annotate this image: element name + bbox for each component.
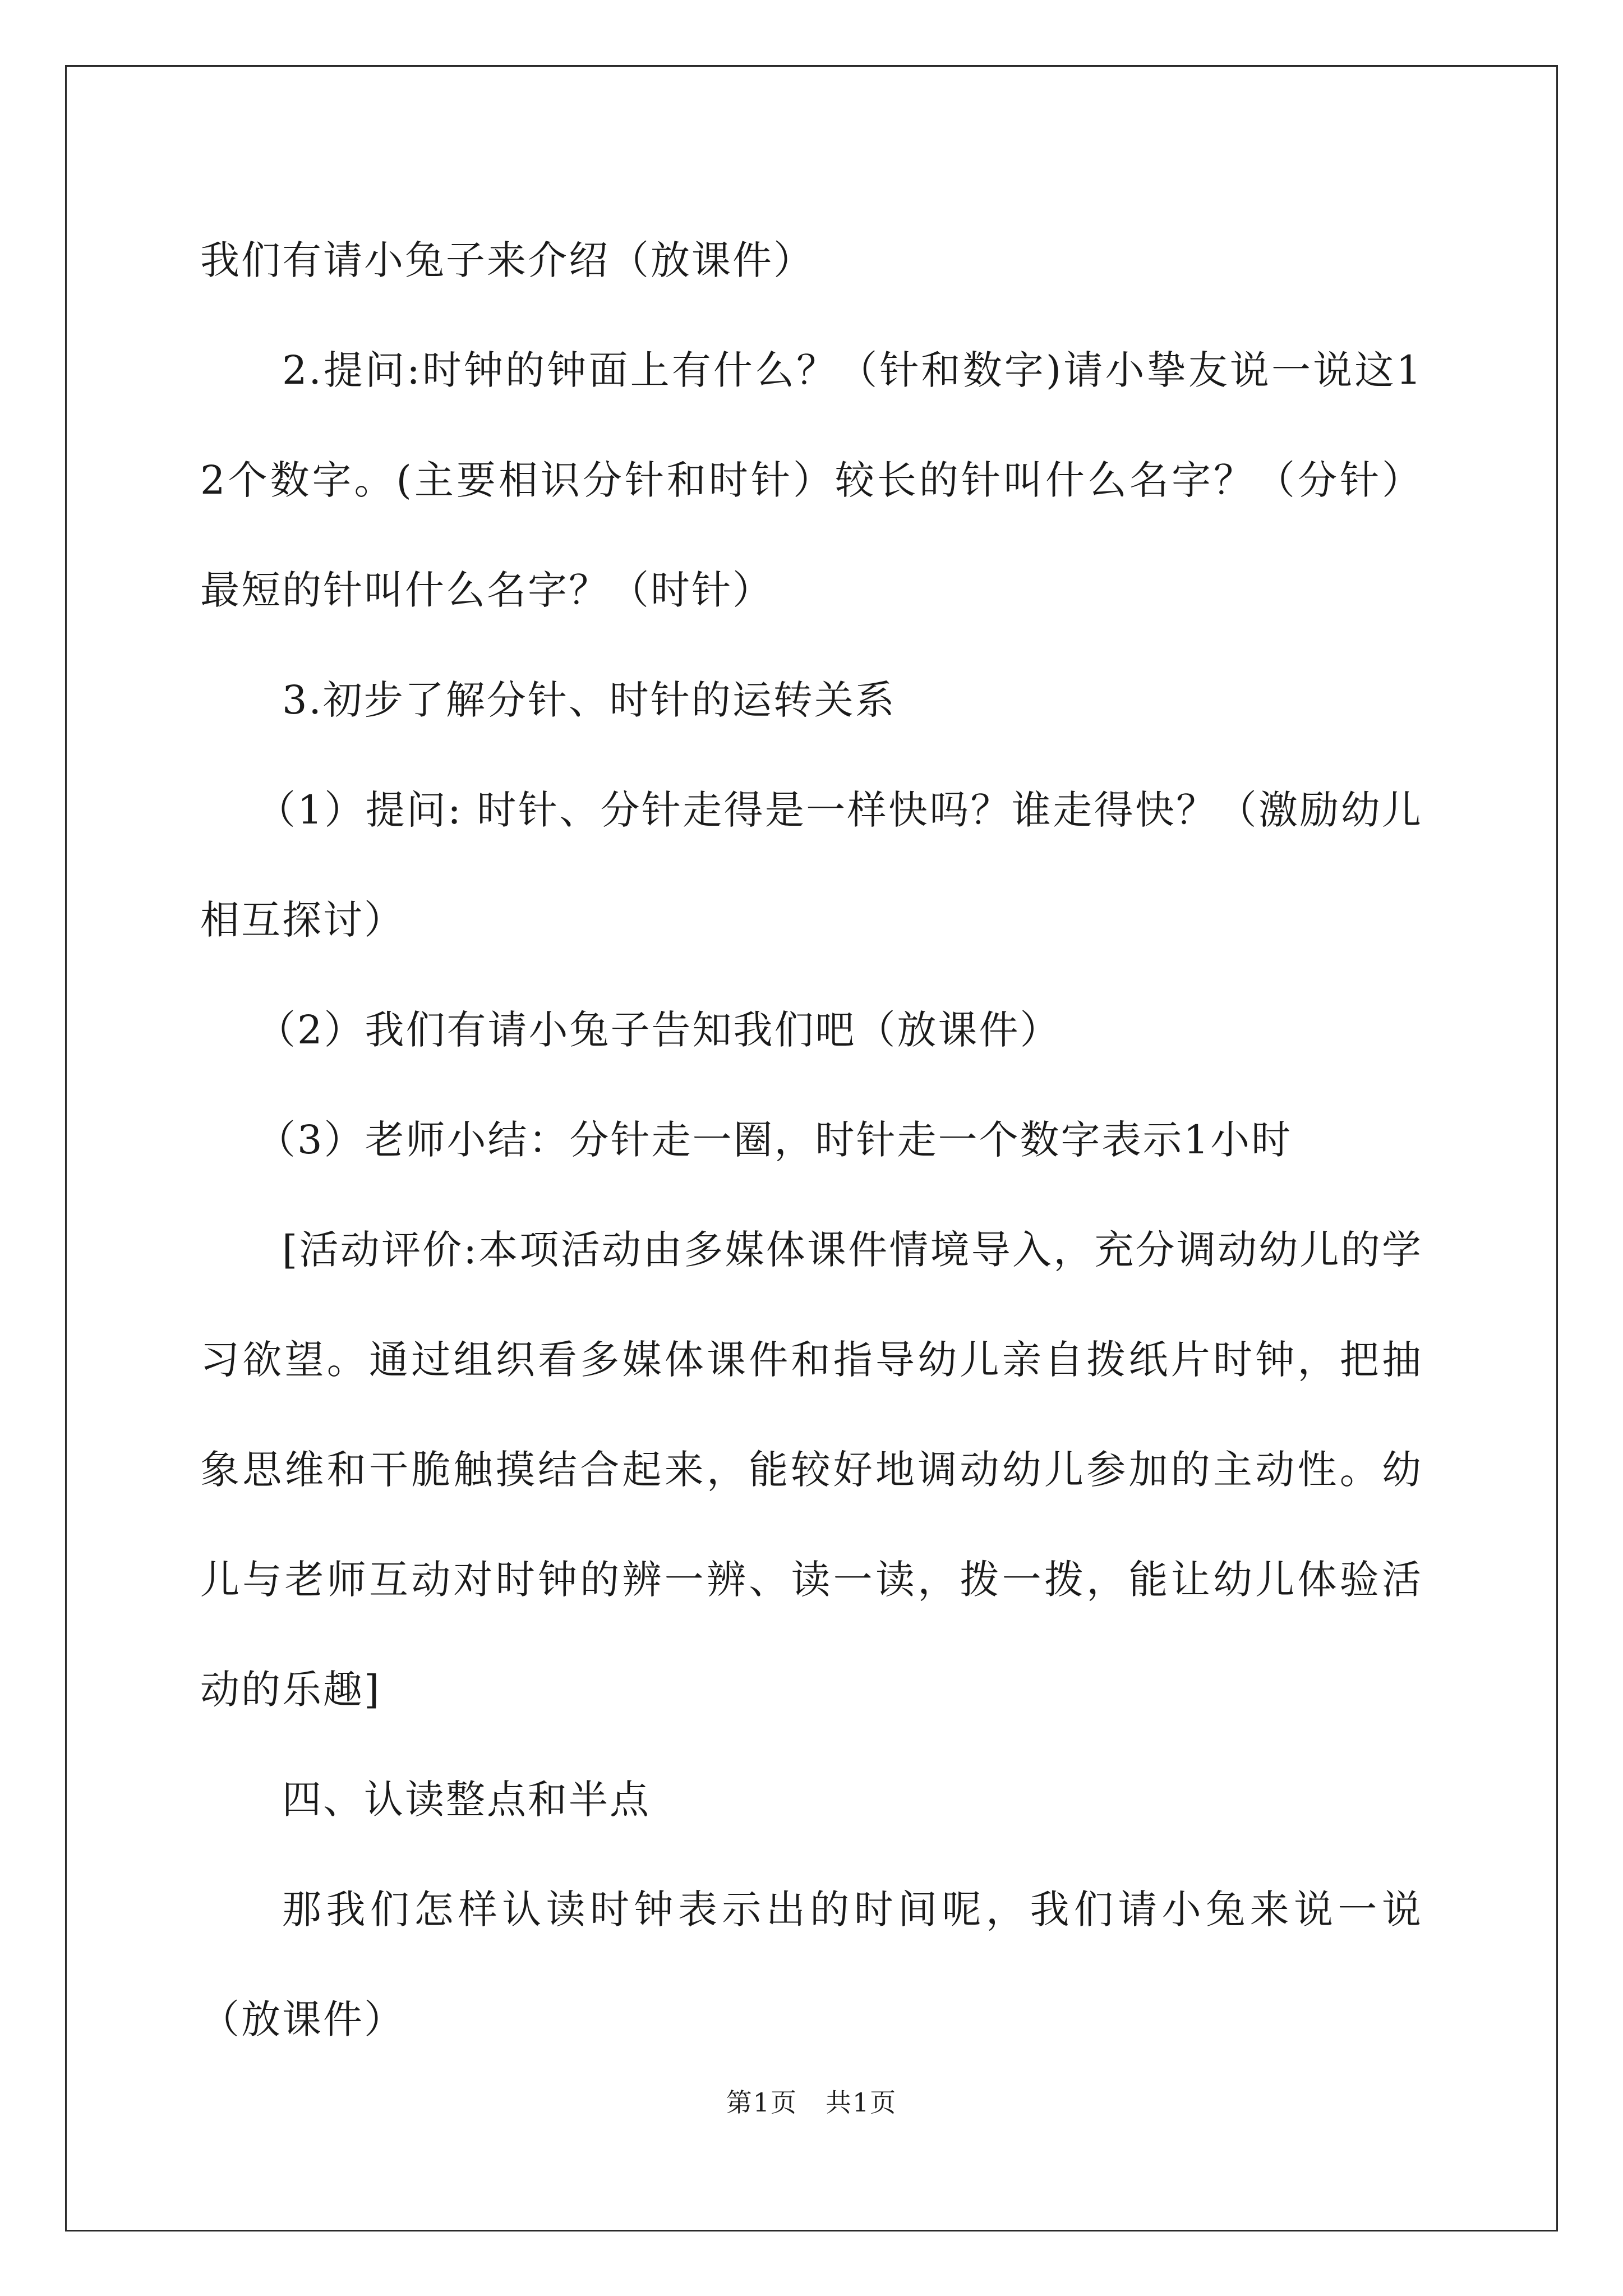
page-footer [0, 2082, 1623, 2119]
page-number: 第1页 [726, 2087, 797, 2118]
paragraph-step-2: （2）我们有请小兔子告知我们吧（放课件） [256, 1007, 1061, 1053]
section-heading-reading-time: 四、认读整点和半点 [282, 1777, 651, 1823]
page-total: 共1页 [826, 2087, 897, 2118]
paragraph-step-3: （3）老师小结：分针走一圈，时针走一个数字表示1小时 [256, 1117, 1293, 1163]
paragraph-reading-time: 那我们怎样认读时钟表示出的时间呢，我们请小兔来说一说（放课件） [200, 1887, 1423, 2042]
paragraph-question-clock-face: 2.提问:时钟的钟面上有什么？（针和数字)请小挚友说一说这12个数字。(主要相识分针和时针）较长的针叫什么名字？（分针）最短的针叫什么名字？（时针） [200, 347, 1423, 613]
document-body [200, 205, 1423, 2074]
paragraph-hand-relationship: 3.初步了解分针、时针的运转关系 [282, 677, 896, 723]
paragraph-intro: 我们有请小兔子来介绍（放课件） [200, 237, 814, 283]
paragraph-activity-evaluation: [活动评价:本项活动由多媒体课件情境导入，充分调动幼儿的学习欲望。通过组织看多媒体课件和指导幼儿亲自拨纸片时钟，把抽象思维和干脆触摸结合起来，能较好地调动幼儿参加的主动性。幼儿与老师互动对时钟的辨一辨、读一读，拨一拨，能让幼儿体验活动的乐趣] [200, 1227, 1423, 1713]
paragraph-step-1: （1）提问: 时针、分针走得是一样快吗？谁走得快？（激励幼儿相互探讨） [200, 787, 1423, 943]
